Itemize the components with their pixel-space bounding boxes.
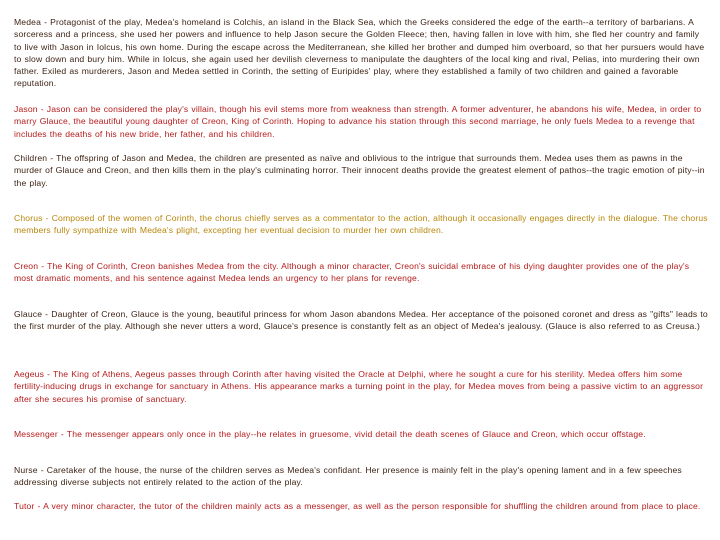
entry-creon: Creon - The King of Corinth, Creon banishes Medea from the city. Although a minor character, Creon's suicidal embrace of his dying daughter provides one of the play's most dramatic moments, and his sentence against Medea lends an urgency to her plans for revenge. xyxy=(14,261,690,284)
entry-children: Children - The offspring of Jason and Medea, the children are presented as naïve and oblivious to the intrigue that surrounds them. Medea uses them as pawns in the murder of Glauce and Creon, and then kills them in the play's culminating horror. Their innocent deaths provide the greatest element of pathos--the tragic emotion of pity--in the play. xyxy=(14,153,705,188)
entry-messenger: Messenger - The messenger appears only once in the play--he relates in gruesome, vivid detail the death scenes of Glauce and Creon, which occur offstage. xyxy=(14,429,646,439)
entry-jason: Jason - Jason can be considered the play's villain, though his evil stems more from weakness than strength. A former adventurer, he abandons his wife, Medea, in order to marry Glauce, the beautiful young daughter of Creon, King of Corinth. Hoping to advance his station through this second marriage, he only fuels Medea to a revenge that includes the deaths of his new bride, her father, and his children. xyxy=(14,104,702,139)
entry-tutor: Tutor - A very minor character, the tutor of the children mainly acts as a messenger, as well as the person responsible for shuffling the children around from place to place. xyxy=(14,501,701,511)
entry-chorus: Chorus - Composed of the women of Corinth, the chorus chiefly serves as a commentator to the action, although it occasionally engages directly in the dialogue. The chorus members fully sympathize with Medea's plight, excepting her eventual decision to murder her own children. xyxy=(14,213,708,236)
entry-glauce: Glauce - Daughter of Creon, Glauce is the young, beautiful princess for whom Jason abandons Medea. Her acceptance of the poisoned coronet and dress as "gifts" leads to the first murder of the play. Although she never utters a word, Glauce's presence is constantly felt as an object of Medea's jealousy. (Glauce is also referred to as Creusa.) xyxy=(14,309,708,332)
entry-medea: Medea - Protagonist of the play, Medea's homeland is Colchis, an island in the Black Sea, which the Greeks considered the edge of the earth--a territory of barbarians. A sorceress and a princess, she used her powers and influence to help Jason secure the Golden Fleece; then, having fallen in love with him, she fled her country and family to live with Jason in Iolcus, his own home. During the escape across the Mediterranean, she killed her brother and dumped him overboard, so that her pursuers would have to slow down and bury him. While in Iolcus, she again used her devilish cleverness to manipulate the daughters of the local king and rival, Pelias, into murdering their own father. Exiled as murderers, Jason and Medea settled in Corinth, the setting of Euripides' play, where they established a family of two children and gained a favorable reputation. xyxy=(14,17,705,89)
entry-nurse: Nurse - Caretaker of the house, the nurse of the children serves as Medea's confidant. Her presence is mainly felt in the play's opening lament and in a few speeches addressing diverse subjects not entirely related to the action of the play. xyxy=(14,465,682,488)
entry-aegeus: Aegeus - The King of Athens, Aegeus passes through Corinth after having visited the Oracle at Delphi, where he sought a cure for his sterility. Medea offers him some fertility-inducing drugs in exchange for sanctuary in Athens. His appearance marks a turning point in the play, for Medea moves from being a passive victim to an aggressor after she secures his promise of sanctuary. xyxy=(14,369,704,404)
